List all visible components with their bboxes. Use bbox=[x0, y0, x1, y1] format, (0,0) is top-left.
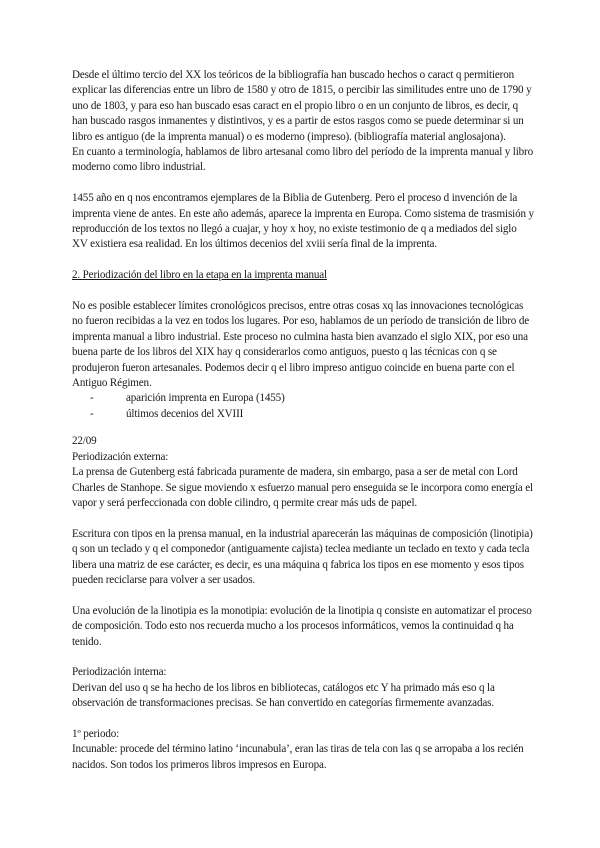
terminology-paragraph: En cuanto a terminología, hablamos de libro artesanal como libro del período de la imprenta manual y libro moderno como libro industrial. bbox=[72, 146, 533, 174]
usage-paragraph: Derivan del uso q se ha hecho de los libros en bibliotecas, catálogos etc Y ha primado más eso q la observación de transformaciones precisas. Se han convertido en categorías firmemente avanzadas. bbox=[72, 681, 495, 710]
intro-paragraph: Desde el último tercio del XX los teóricos de la bibliografía han buscado hechos o caract q permitieron explicar las diferencias entre un libro de 1580 y otro de 1815, o percibir las similitudes entre uno de 1790 y uno de 1803, y para eso han buscado esas caract en el propio libro o en un conjunto de libros, es decir, q han buscado rasgos inmanentes y distintivos, y es a partir de estos rasgos como se puede determinar si un libro es antiguo (de la imprenta manual) o es moderno (impreso). (bibliografía material anglosajona). bbox=[72, 69, 532, 143]
monotype-paragraph: Una evolución de la linotipia es la monotipia: evolución de la linotipia q consiste en automatizar el proceso de composición. Todo esto nos recuerda mucho a los procesos informáticos, vemos la continuidad q ha tenido. bbox=[72, 604, 532, 648]
incunable-paragraph: Incunable: procede del término latino ‘incunabula’, eran las tiras de tela con las q se arropaba a los recién nacidos. Son todos los primeros libros impresos en Europa. bbox=[72, 743, 524, 771]
document-page bbox=[72, 68, 534, 773]
periodization-paragraph: No es posible establecer límites cronológicos precisos, entre otras cosas xq las innovaciones tecnológicas no fueron recibidas a la vez en todos los lugares. Por eso, hablamos de un período de transición de libro de imprenta manual a libro industrial. Este proceso no culmina hasta bien avanzado el siglo XIX, por eso una buena parte de los libros del XIX hay q considerarlos como antiguos, puesto q las técnicas con q se produjeron fueron artesanales. Podemos decir q el libro impreso antiguo coincide en buena parte con el Antiguo Régimen. bbox=[72, 300, 530, 390]
list-item bbox=[90, 391, 534, 406]
first-period-label: 1º periodo: bbox=[72, 727, 120, 740]
internal-periodization-label: Periodización interna: bbox=[72, 666, 167, 679]
gutenberg-paragraph: 1455 año en q nos encontramos ejemplares de la Biblia de Gutenberg. Pero el proceso d invención de la imprenta viene de antes. En este año además, aparece la imprenta en Europa. Como sistema de trasmisión y reproducción de los textos no llegó a cuajar, y hoy x hoy, no existe testimonio de q a mediados del siglo XV existiera esa realidad. En los últimos decenios del xviii sería final de la imprenta. bbox=[72, 192, 534, 251]
date-label: 22/09 bbox=[72, 435, 97, 448]
typesetting-paragraph: Escritura con tipos en la prensa manual, en la industrial aparecerán las máquinas de composición (linotipia) q son un teclado y q el componedor (antiguamente cajista) teclea mediante un teclado en texto y cada tecla libera una matriz de ese carácter, es decir, es una máquina q fabrica los tipos en ese momento y esos tipos pueden reciclarse para volver a ser usados. bbox=[72, 527, 533, 586]
period-limits-list bbox=[72, 391, 534, 422]
press-paragraph: La prensa de Gutenberg está fabricada puramente de madera, sin embargo, pasa a ser de metal con Lord Charles de Stanhope. Se sigue moviendo x esfuerzo manual pero enseguida se le incorpora como energía el vapor y será perfeccionada con doble cilindro, q permite crear más uds de papel. bbox=[72, 466, 533, 509]
external-periodization-label: Periodización externa: bbox=[72, 450, 169, 463]
list-item bbox=[90, 407, 534, 422]
list-dash: - bbox=[90, 392, 94, 405]
section-heading: 2. Periodización del libro en la etapa en la imprenta manual bbox=[72, 269, 327, 282]
list-dash: - bbox=[90, 407, 94, 420]
list-item-text: últimos decenios del XVIII bbox=[126, 407, 244, 420]
list-item-text: aparición imprenta en Europa (1455) bbox=[126, 392, 285, 405]
